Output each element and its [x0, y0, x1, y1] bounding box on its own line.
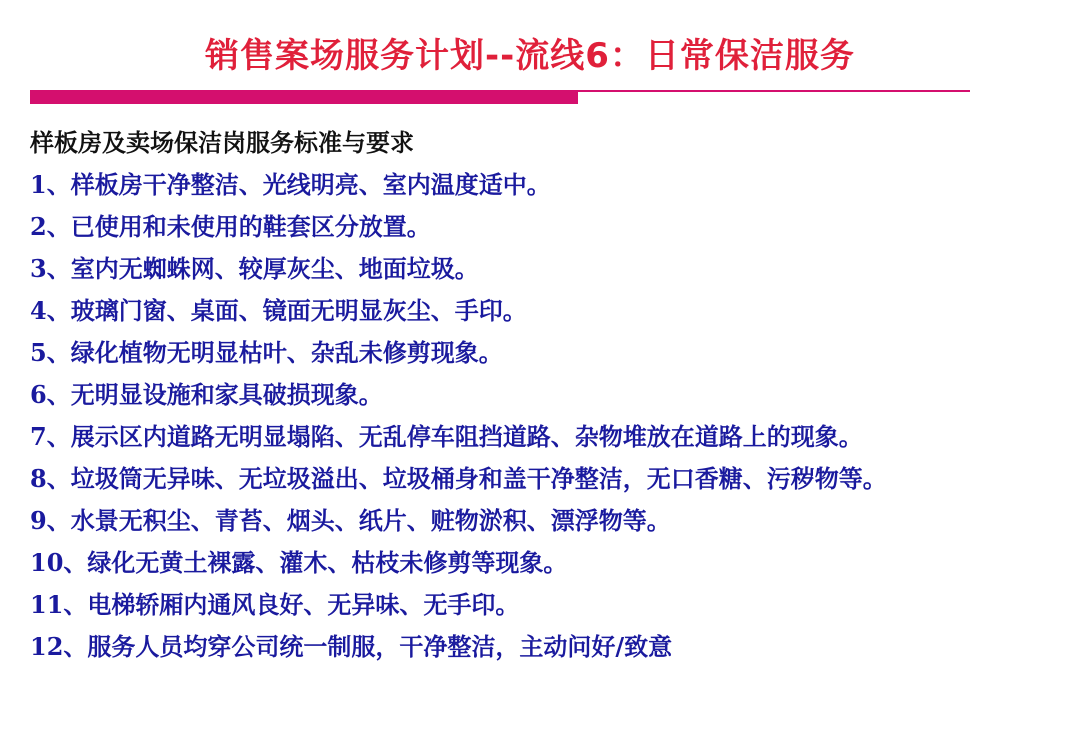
list-item: 10、绿化无黄土裸露、灌木、枯枝未修剪等现象。	[30, 548, 568, 577]
content-body	[30, 122, 1060, 668]
list-item: 4、玻璃门窗、桌面、镜面无明显灰尘、手印。	[30, 296, 527, 325]
list-item: 8、垃圾筒无异味、无垃圾溢出、垃圾桶身和盖干净整洁，无口香糖、污秽物等。	[30, 464, 887, 493]
title-underline-thin	[578, 90, 970, 92]
list-item: 1、样板房干净整洁、光线明亮、室内温度适中。	[30, 170, 551, 199]
list-item: 12、服务人员均穿公司统一制服，干净整洁，主动问好/致意	[30, 632, 673, 661]
list-item: 7、展示区内道路无明显塌陷、无乱停车阻挡道路、杂物堆放在道路上的现象。	[30, 422, 863, 451]
list-item: 3、室内无蜘蛛网、较厚灰尘、地面垃圾。	[30, 254, 479, 283]
page-title: 销售案场服务计划--流线6：日常保洁服务	[205, 36, 855, 76]
list-item: 5、绿化植物无明显枯叶、杂乱未修剪现象。	[30, 338, 503, 367]
list-item: 6、无明显设施和家具破损现象。	[30, 380, 383, 409]
list-item: 11、电梯轿厢内通风良好、无异味、无手印。	[30, 590, 520, 619]
title-underline-thick	[30, 90, 578, 104]
title-underline	[30, 86, 970, 104]
list-item: 9、水景无积尘、青苔、烟头、纸片、赃物淤积、漂浮物等。	[30, 506, 671, 535]
section-heading: 样板房及卖场保洁岗服务标准与要求	[30, 128, 414, 157]
list-item: 2、已使用和未使用的鞋套区分放置。	[30, 212, 431, 241]
